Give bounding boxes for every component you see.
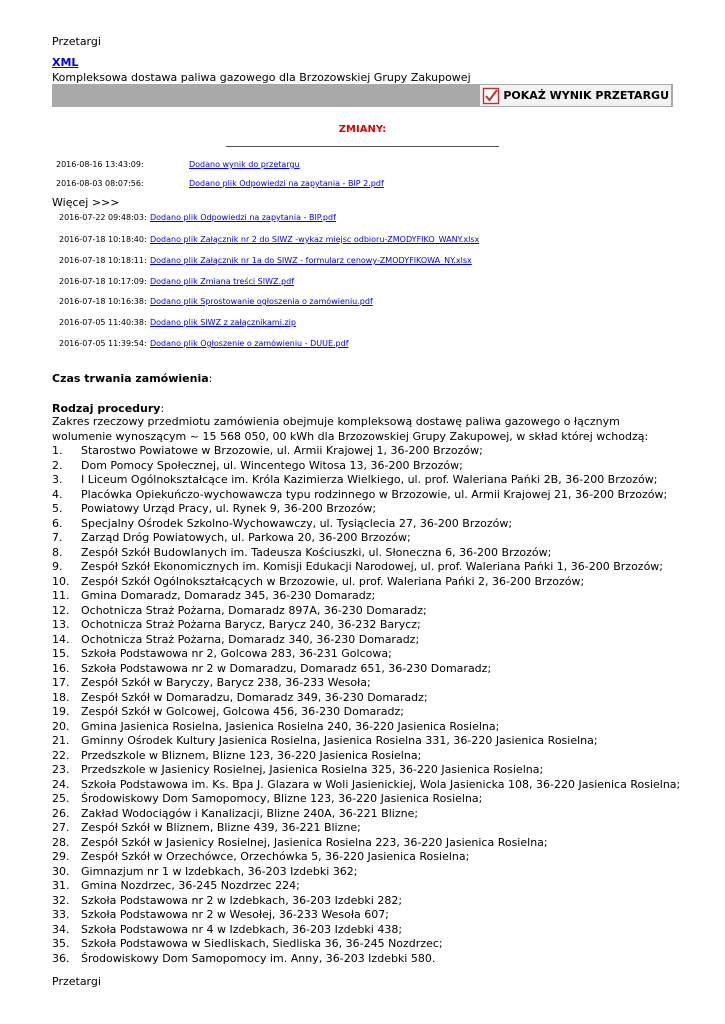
list-item-number: 26. (52, 806, 70, 820)
change-date: 2016-07-05 11:39:54: (59, 339, 147, 348)
list-item-number: 25. (52, 792, 70, 805)
list-item (52, 531, 680, 546)
list-item-text: Zakład Wodociągów i Kanalizacji, Blizne 240A, 36-221 Blizne; (81, 806, 419, 820)
list-item (52, 618, 680, 633)
list-item-text: Ochotnicza Straż Pożarna, Domaradz 897A, 36-230 Domaradz; (81, 603, 427, 617)
list-item (52, 575, 680, 590)
list-item-text: Przedszkole w Jasienicy Rosielnej, Jasienica Rosielna 325, 36-220 Jasienica Rosielna; (81, 763, 544, 776)
list-item-number: 24. (52, 777, 70, 791)
list-item-text: Szkoła Podstawowa nr 4 w Izdebkach, 36-203 Izdebki 438; (81, 922, 403, 936)
list-item (52, 908, 680, 923)
list-item (52, 937, 680, 952)
change-date: 2016-08-16 13:43:09: (56, 160, 144, 169)
change-link[interactable]: Dodano wynik do przetargu (189, 160, 300, 169)
list-item-number: 27. (52, 821, 70, 834)
list-item-text: Gmina Nozdrzec, 36-245 Nozdrzec 224; (81, 879, 300, 892)
list-item-number: 32. (52, 893, 70, 907)
list-item (52, 778, 680, 793)
list-item-number: 19. (52, 705, 70, 718)
list-item-number: 34. (52, 922, 70, 936)
list-item (52, 749, 680, 764)
list-item-number: 23. (52, 763, 70, 776)
change-date: 2016-07-18 10:18:40: (59, 235, 147, 244)
list-item-number: 35. (52, 937, 70, 950)
list-item-number: 2. (52, 458, 63, 472)
list-item-number: 3. (52, 473, 63, 486)
list-item-text: Szkoła Podstawowa nr 2 w Izdebkach, 36-203 Izdebki 282; (81, 893, 403, 907)
list-item-text: Placówka Opiekuńczo-wychowawcza typu rodzinnego w Brzozowie, ul. Armii Krajowej 21, 36-200 Brzozów; (81, 487, 668, 501)
list-item-text: Powiatowy Urząd Pracy, ul. Rynek 9, 36-200 Brzozów; (81, 502, 377, 515)
list-item (52, 647, 680, 662)
result-bar (52, 84, 673, 107)
list-item (52, 763, 680, 778)
list-item-number: 10. (52, 574, 70, 588)
duration-label: Czas trwania zamówienia (52, 372, 209, 385)
list-item-number: 22. (52, 748, 70, 762)
changes-divider (226, 146, 499, 147)
checklist-icon (482, 87, 500, 105)
change-date: 2016-07-05 11:40:38: (59, 318, 147, 327)
list-item-text: Gminny Ośrodek Kultury Jasienica Rosielna, Jasienica Rosielna 331, 36-220 Jasienica Rosielna; (81, 734, 598, 747)
change-date: 2016-07-18 10:16:38: (59, 297, 147, 306)
list-item (52, 546, 680, 561)
list-item-text: Szkoła Podstawowa nr 2 w Wesołej, 36-233 Wesoła 607; (81, 908, 389, 921)
list-item-text: Zespół Szkół Ekonomicznych im. Komisji Edukacji Narodowej, ul. prof. Waleriana Pańki 1, 36-200 Brzozów; (81, 560, 664, 573)
change-link[interactable]: Dodano plik Załącznik nr 1a do SIWZ - formularz cenowy-ZMODYFIKOWA_NY.xlsx (150, 256, 472, 265)
list-item-number: 20. (52, 719, 70, 733)
list-item-text: Dom Pomocy Społecznej, ul. Wincentego Witosa 13, 36-200 Brzozów; (81, 458, 463, 472)
list-item-text: Przedszkole w Bliznem, Blizne 123, 36-220 Jasienica Rosielna; (81, 748, 422, 762)
list-item-number: 1. (52, 444, 63, 457)
list-item-text: Środowiskowy Dom Samopomocy, Blizne 123, 36-220 Jasienica Rosielna; (81, 792, 483, 805)
list-item (52, 821, 680, 836)
list-item-text: Zespół Szkół w Baryczy, Barycz 238, 36-233 Wesoła; (81, 676, 371, 689)
change-date: 2016-07-22 09:48:03: (59, 213, 147, 222)
list-item-text: Zespół Szkół Ogólnokształcących w Brzozowie, ul. prof. Waleriana Pańki 2, 36-200 Brzozów; (81, 574, 585, 588)
list-item (52, 720, 680, 735)
list-item (52, 662, 680, 677)
list-item-text: Środowiskowy Dom Samopomocy im. Anny, 36-203 Izdebki 580. (81, 951, 436, 965)
list-item (52, 952, 680, 967)
list-item-number: 33. (52, 908, 70, 921)
list-item (52, 473, 680, 488)
footer-breadcrumb[interactable]: Przetargi (52, 975, 101, 988)
list-item (52, 807, 680, 822)
changes-title: ZMIANY: (338, 124, 387, 135)
duration-colon: : (208, 372, 213, 385)
list-item (52, 560, 680, 575)
list-item-text: Szkoła Podstawowa nr 2 w Domaradzu, Domaradz 651, 36-230 Domaradz; (81, 661, 492, 675)
scope-intro: Zakres rzeczowy przedmiotu zamówienia obejmuje kompleksową dostawę paliwa gazowego o łącznym wolumenie wynoszącym ~ 15 568 050, 00 kWh dla Brzozowskiej Grupy Zakupowej, w skład której wchodzą: (52, 415, 649, 443)
list-item-number: 4. (52, 487, 63, 501)
list-item-text: Gimnazjum nr 1 w Izdebkach, 36-203 Izdebki 362; (81, 864, 358, 878)
show-result-label: POKAŻ WYNIK PRZETARGU (503, 89, 669, 102)
list-item-text: Zespół Szkół w Jasienicy Rosielnej, Jasienica Rosielna 223, 36-220 Jasienica Rosielna; (81, 835, 548, 849)
list-item-number: 17. (52, 676, 70, 689)
list-item-number: 12. (52, 603, 70, 617)
list-item-text: Zespół Szkół w Orzechówce, Orzechówka 5, 36-220 Jasienica Rosielna; (81, 850, 470, 863)
entity-list (52, 444, 680, 966)
list-item (52, 850, 680, 865)
list-item (52, 517, 680, 532)
change-link[interactable]: Dodano plik Sprostowanie ogłoszenia o zamówieniu.pdf (150, 297, 373, 306)
list-item-number: 31. (52, 879, 70, 892)
xml-link[interactable]: XML (52, 56, 79, 69)
tender-subject: Kompleksowa dostawa paliwa gazowego dla Brzozowskiej Grupy Zakupowej (52, 71, 471, 84)
list-item-text: Zespół Szkół w Domaradzu, Domaradz 349, 36-230 Domaradz; (81, 690, 428, 704)
list-item-text: Ochotnicza Straż Pożarna Barycz, Barycz 240, 36-232 Barycz; (81, 618, 421, 631)
change-link[interactable]: Dodano plik Odpowiedzi na zapytania - BIP.pdf (150, 213, 336, 222)
change-date: 2016-07-18 10:17:09: (59, 277, 147, 286)
list-item-number: 8. (52, 545, 63, 559)
list-item (52, 691, 680, 706)
list-item-text: Szkoła Podstawowa w Siedliskach, Siedliska 36, 36-245 Nozdrzec; (81, 937, 443, 950)
list-item-number: 30. (52, 864, 70, 878)
list-item (52, 792, 680, 807)
list-item-number: 5. (52, 502, 63, 515)
list-item (52, 923, 680, 938)
list-item (52, 633, 680, 648)
list-item-text: Zespół Szkół Budowlanych im. Tadeusza Kościuszki, ul. Słoneczna 6, 36-200 Brzozów; (81, 545, 552, 559)
change-link[interactable]: Dodano plik Ogłoszenie o zamówieniu - DUUE.pdf (150, 339, 349, 348)
list-item (52, 488, 680, 503)
list-item-text: Starostwo Powiatowe w Brzozowie, ul. Armii Krajowej 1, 36-200 Brzozów; (81, 444, 483, 457)
list-item (52, 734, 680, 749)
list-item (52, 589, 680, 604)
list-item (52, 459, 680, 474)
list-item (52, 836, 680, 851)
list-item-number: 18. (52, 690, 70, 704)
procedure-label: Rodzaj procedury (52, 402, 161, 415)
list-item-number: 13. (52, 618, 70, 631)
change-date: 2016-07-18 10:18:11: (59, 256, 147, 265)
list-item-text: Ochotnicza Straż Pożarna, Domaradz 340, 36-230 Domaradz; (81, 632, 420, 646)
procedure-heading (52, 402, 164, 415)
list-item-text: Szkoła Podstawowa nr 2, Golcowa 283, 36-231 Golcowa; (81, 647, 392, 660)
list-item-number: 14. (52, 632, 70, 646)
change-date: 2016-08-03 08:07:56: (56, 179, 144, 188)
list-item-number: 36. (52, 951, 70, 965)
change-link[interactable]: Dodano plik Zmiana treści SIWZ.pdf (150, 277, 295, 286)
list-item-number: 28. (52, 835, 70, 849)
duration-heading (52, 372, 212, 385)
list-item-number: 16. (52, 661, 70, 675)
list-item (52, 502, 680, 517)
list-item (52, 604, 680, 619)
list-item-text: Szkoła Podstawowa im. Ks. Bpa J. Glazara w Woli Jasienickiej, Wola Jasienicka 108, 36-220 Jasienica Rosielna; (81, 777, 681, 791)
list-item-number: 29. (52, 850, 70, 863)
list-item (52, 444, 680, 459)
change-link[interactable]: Dodano plik SIWZ z załącznikami.zip (150, 318, 296, 327)
procedure-colon: : (160, 402, 165, 415)
list-item-text: Specjalny Ośrodek Szkolno-Wychowawczy, ul. Tysiąclecia 27, 36-200 Brzozów; (81, 516, 513, 530)
list-item (52, 879, 680, 894)
list-item-number: 11. (52, 589, 70, 602)
show-result-button[interactable] (480, 85, 671, 106)
list-item-text: I Liceum Ogólnokształcące im. Króla Kazimierza Wielkiego, ul. prof. Waleriana Pańki 2B, 36-200 Brzozów; (81, 473, 658, 486)
list-item-number: 6. (52, 516, 63, 530)
list-item (52, 705, 680, 720)
list-item-number: 15. (52, 647, 70, 660)
list-item (52, 676, 680, 691)
list-item-number: 9. (52, 560, 63, 573)
breadcrumb[interactable]: Przetargi (52, 35, 101, 48)
list-item-text: Gmina Jasienica Rosielna, Jasienica Rosielna 240, 36-220 Jasienica Rosielna; (81, 719, 500, 733)
list-item-text: Gmina Domaradz, Domaradz 345, 36-230 Domaradz; (81, 589, 376, 602)
list-item (52, 865, 680, 880)
list-item-number: 7. (52, 531, 63, 544)
change-link[interactable]: Dodano plik Załącznik nr 2 do SIWZ -wykaz miejsc odbioru-ZMODYFIKO_WANY.xlsx (150, 235, 480, 244)
change-link[interactable]: Dodano plik Odpowiedzi na zapytania - BIP 2.pdf (189, 179, 384, 188)
list-item-number: 21. (52, 734, 70, 747)
list-item-text: Zarząd Dróg Powiatowych, ul. Parkowa 20, 36-200 Brzozów; (81, 531, 411, 544)
list-item-text: Zespół Szkół w Golcowej, Golcowa 456, 36-230 Domaradz; (81, 705, 405, 718)
list-item (52, 894, 680, 909)
list-item-text: Zespół Szkół w Bliznem, Blizne 439, 36-221 Blizne; (81, 821, 361, 834)
more-link[interactable]: Więcej >>> (52, 196, 120, 209)
